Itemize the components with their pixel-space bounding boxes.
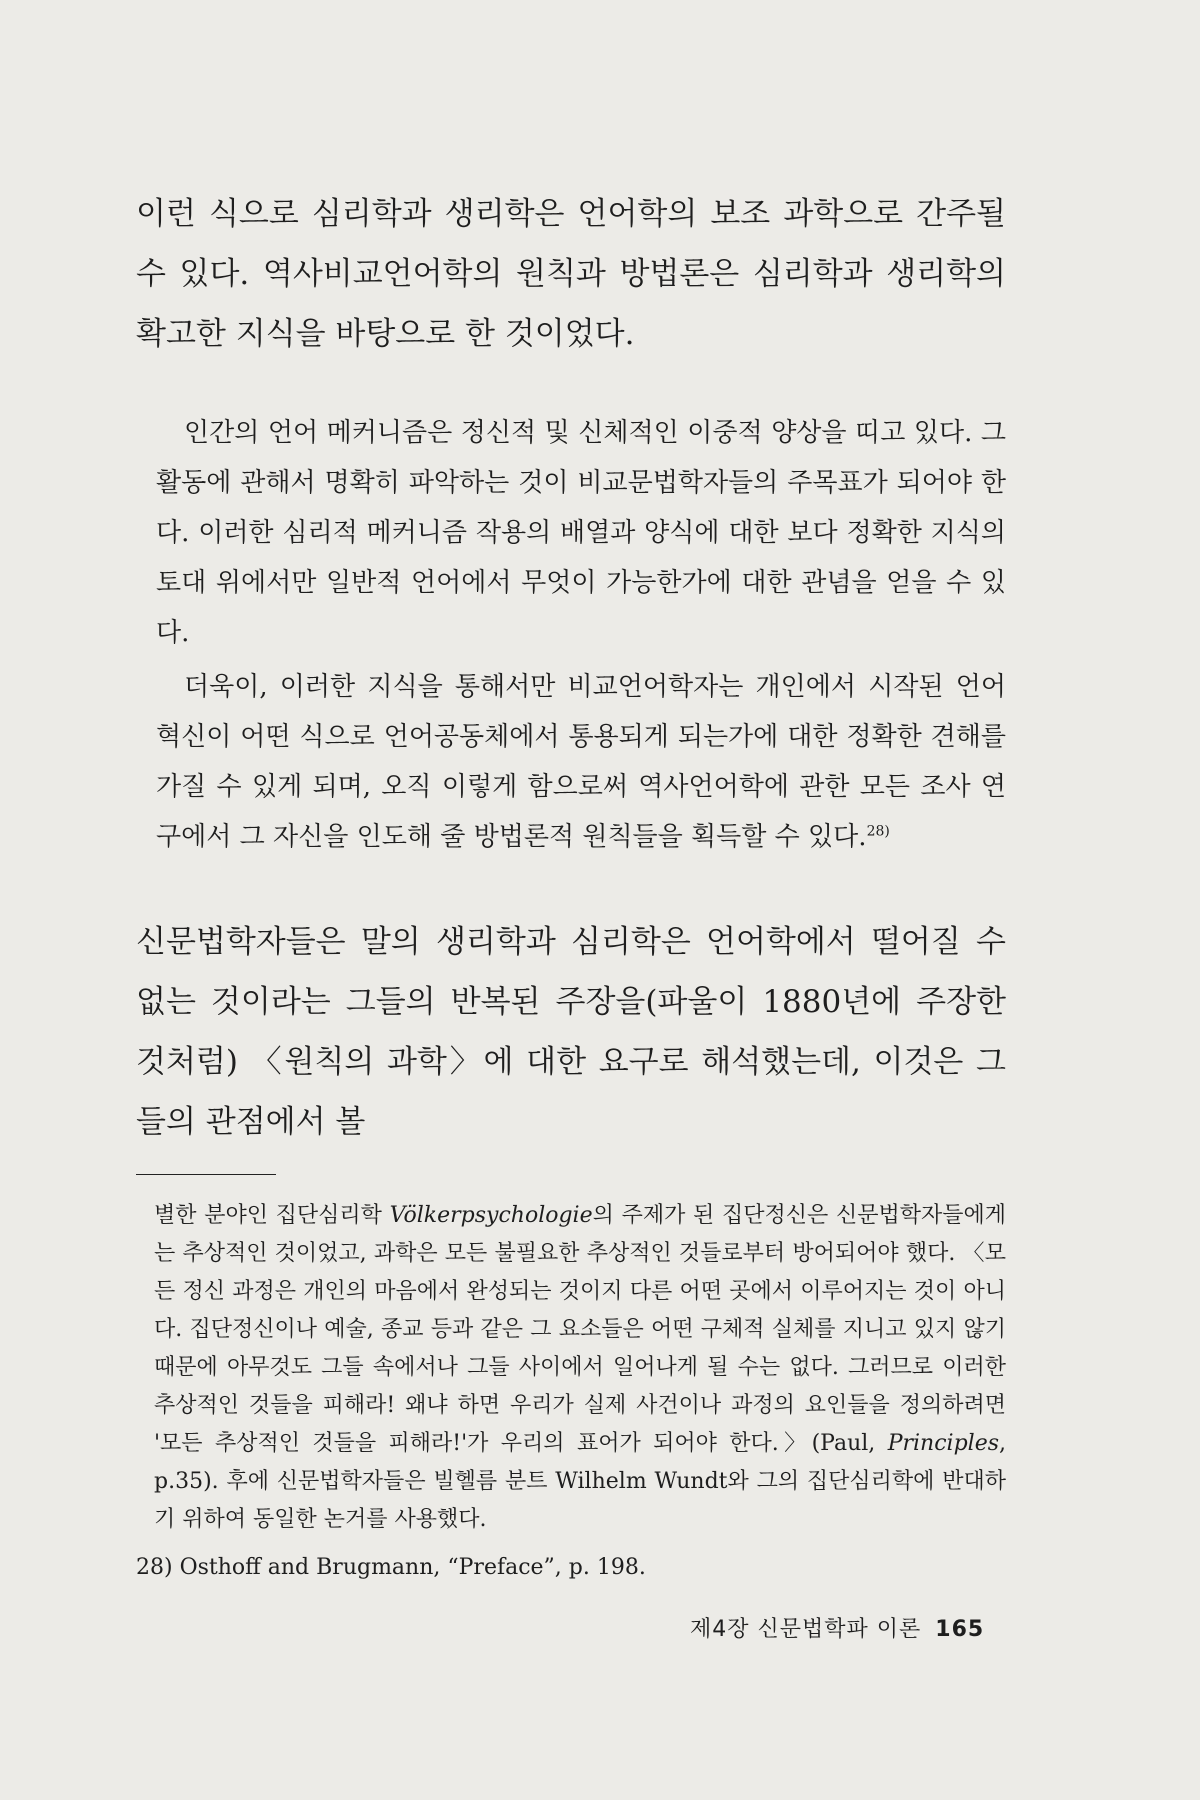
footnote-text-c: , p.35). 후에 신문법학자들은 빌헬름 분트 Wilhelm Wundt와 그의 집단심리학에 반대하기 위하여 동일한 논거를 사용했다. [154,1431,1006,1532]
text-block [136,0,1006,1587]
block-quotation [136,408,1006,862]
quote-paragraph-2-text: 더욱이, 이러한 지식을 통해서만 비교언어학자는 개인에서 시작된 언어 혁신이 어떤 식으로 언어공동체에서 통용되게 되는가에 대한 정확한 견해를 가질 수 있게 되며, 오직 이렇게 함으로써 역사언어학에 관한 모든 조사 연구에서 그 자신을 인도해 줄 방법론적 원칙들을 획득할 수 있다. [156,672,1006,852]
footnote-text-b: 의 주제가 된 집단정신은 신문법학자들에게는 추상적인 것이었고, 과학은 모든 불필요한 추상적인 것들로부터 방어되어야 했다. 〈모든 정신 과정은 개인의 마음에서 완성되는 것이지 다른 어떤 곳에서 이루어지는 것이 아니다. 집단정신이나 예술, 종교 등과 같은 그 요소들은 어떤 구체적 실체를 지니고 있지 않기 때문에 아무것도 그들 속에서나 그들 사이에서 일어나게 될 수는 없다. 그러므로 이러한 추상적인 것들을 피해라! 왜냐 하면 우리가 실제 사건이나 과정의 요인들을 정의하려면 '모든 추상적인 것들을 피해라!'가 우리의 표어가 되어야 한다.〉(Paul, [154,1203,1006,1456]
body-paragraph-1: 이런 식으로 심리학과 생리학은 언어학의 보조 과학으로 간주될 수 있다. 역사비교언어학의 원칙과 방법론은 심리학과 생리학의 확고한 지식을 바탕으로 한 것이었다. [136,196,1006,352]
page-number: 165 [935,1617,985,1642]
chapter-title: 제4장 신문법학파 이론 [690,1617,922,1642]
footnote-continued [136,1197,1006,1539]
footnote-title-italic: Principles [887,1431,999,1456]
quote-paragraph-2 [156,662,1006,862]
footnote-28: 28) Osthoff and Brugmann, “Preface”, p. 198. [136,1555,646,1580]
running-footer [690,1612,984,1643]
body-paragraph-2: 신문법학자들은 말의 생리학과 심리학은 언어학에서 떨어질 수 없는 것이라는 그들의 반복된 주장을(파울이 1880년에 주장한 것처럼) 〈원칙의 과학〉에 대한 요구로 해석했는데, 이것은 그들의 관점에서 볼 [136,924,1006,1140]
quote-paragraph-1: 인간의 언어 메커니즘은 정신적 및 신체적인 이중적 양상을 띠고 있다. 그 활동에 관해서 명확히 파악하는 것이 비교문법학자들의 주목표가 되어야 한다. 이러한 심리적 메커니즘 작용의 배열과 양식에 대한 보다 정확한 지식의 토대 위에서만 일반적 언어에서 무엇이 가능한가에 대한 관념을 얻을 수 있다. [156,418,1006,648]
footnote-term-italic: Völkerpsychologie [389,1203,593,1228]
footnote-text-a: 별한 분야인 집단심리학 [154,1203,390,1228]
footnote-ref-28: 28) [866,823,890,840]
footnote-divider [136,1174,276,1175]
